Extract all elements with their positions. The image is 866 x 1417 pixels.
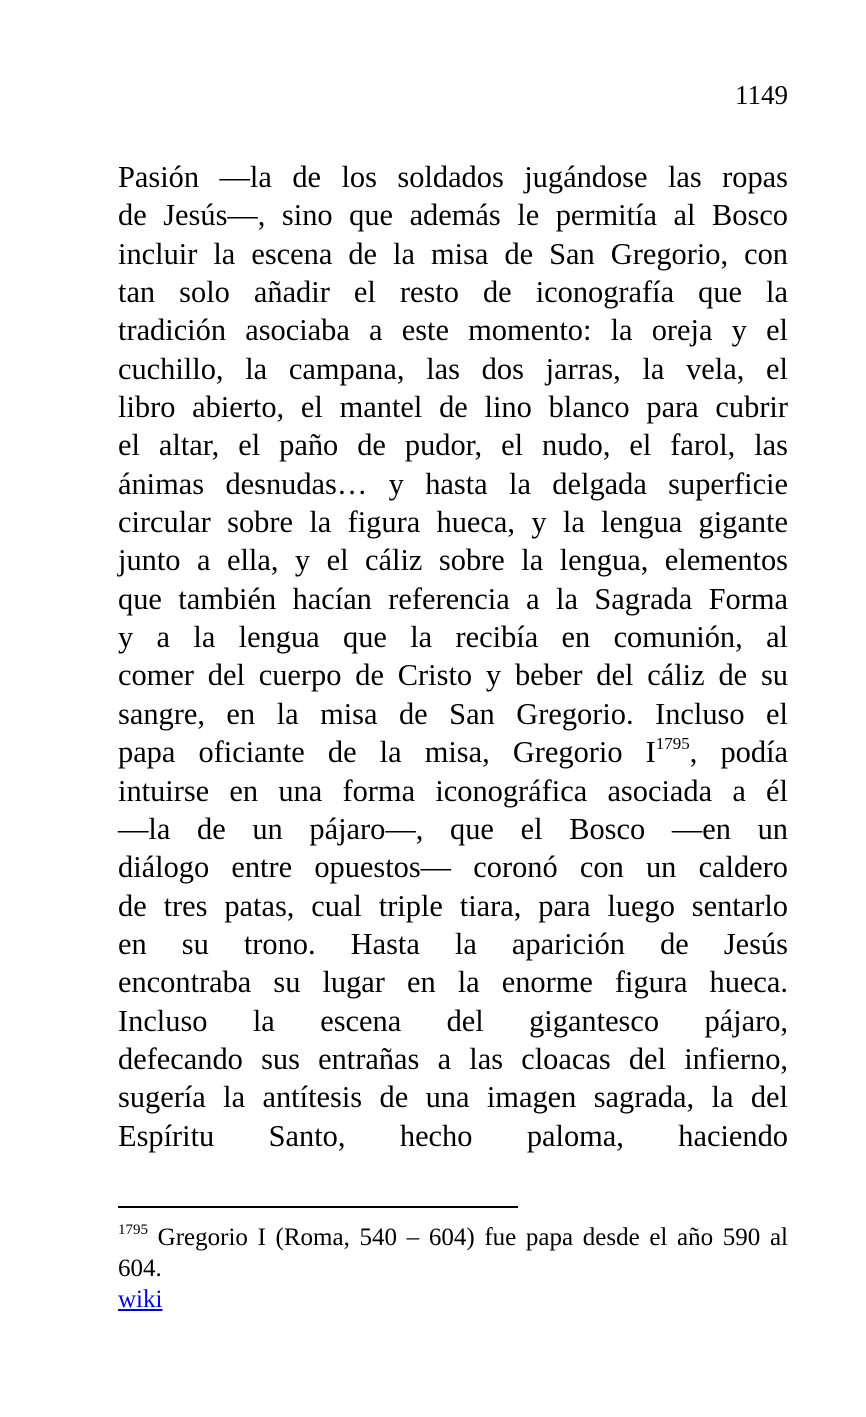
text-line: de Jesús—, sino que además le permitía al Bosco — [118, 198, 788, 233]
text-line: de tres patas, cual triple tiara, para luego sentarlo — [118, 888, 788, 923]
text-line: intuirse en una forma iconográfica asociada a él — [118, 773, 788, 808]
footnote-line: 604. — [118, 1255, 162, 1282]
text-line: —la de un pájaro—, que el Bosco —en un — [118, 811, 788, 846]
text-line: cuchillo, la campana, las dos jarras, la vela, el — [118, 351, 788, 386]
footnote-marker: 1795 — [118, 1222, 148, 1238]
text-line: circular sobre la figura hueca, y la lengua gigante — [118, 505, 788, 540]
text-line: incluir la escena de la misa de San Gregorio, con — [118, 236, 788, 271]
text-line: en su trono. Hasta la aparición de Jesús — [118, 926, 788, 961]
text-line: que también hacían referencia a la Sagrada Forma — [118, 581, 788, 616]
text-line: Pasión —la de los soldados jugándose las ropas — [118, 160, 788, 194]
text-line: Espíritu Santo, hecho paloma, haciendo — [118, 1118, 788, 1153]
footnote-separator — [118, 1206, 518, 1208]
text-line: y a la lengua que la recibía en comunión, al — [118, 620, 788, 655]
text-line: Incluso la escena del gigantesco pájaro, — [118, 1003, 788, 1038]
footnote-link-line — [118, 1284, 788, 1315]
text-line-with-footnote-ref — [118, 733, 788, 771]
ref-line-before: papa oficiante de la misa, Gregorio I — [118, 735, 656, 770]
text-line: comer del cuerpo de Cristo y beber del cáliz de su — [118, 658, 788, 693]
text-line: tan solo añadir el resto de iconografía que la — [118, 275, 788, 310]
text-line: defecando sus entrañas a las cloacas del infierno, — [118, 1041, 788, 1076]
ref-line-after: , podía — [689, 735, 789, 770]
text-line: sangre, en la misa de San Gregorio. Incluso el — [118, 696, 788, 731]
text-line: sugería la antítesis de una imagen sagrada, la del — [118, 1080, 788, 1115]
footnote-ref-marker[interactable]: 1795 — [655, 734, 690, 754]
text-line: encontraba su lugar en la enorme figura hueca. — [118, 965, 788, 1000]
text-line: el altar, el paño de pudor, el nudo, el farol, las — [118, 428, 788, 463]
wiki-link[interactable]: wiki — [118, 1286, 163, 1313]
body-text — [118, 158, 788, 1155]
text-line: ánimas desnudas… y hasta la delgada superficie — [118, 466, 788, 501]
text-line: tradición asociaba a este momento: la oreja y el — [118, 313, 788, 348]
footnote-text: Gregorio I (Roma, 540 – 604) fue papa desde el año 590 al — [148, 1224, 788, 1251]
page-number: 1149 — [735, 80, 788, 110]
footnote-line — [118, 1222, 788, 1253]
footnote — [118, 1222, 788, 1315]
text-line: diálogo entre opuestos— coronó con un caldero — [118, 850, 788, 885]
text-line: junto a ella, y el cáliz sobre la lengua, elementos — [118, 543, 788, 578]
text-line: libro abierto, el mantel de lino blanco para cubrir — [118, 390, 788, 425]
